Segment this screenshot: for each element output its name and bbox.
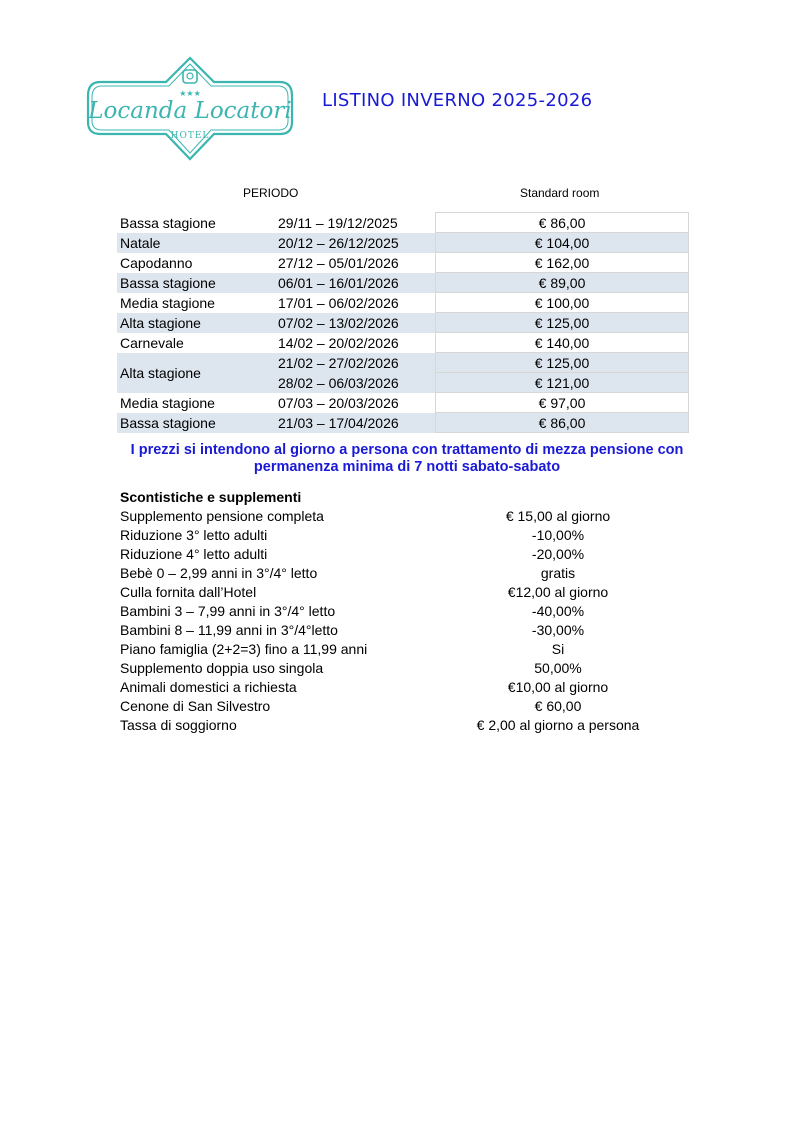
hotel-logo <box>84 56 296 162</box>
dates-cell: 14/02 – 20/02/2026 <box>278 334 399 351</box>
supplements-title: Scontistiche e supplementi <box>120 489 302 505</box>
supplement-value: -30,00% <box>531 622 585 638</box>
supplement-label: Bebè 0 – 2,99 anni in 3°/4° letto <box>120 565 318 581</box>
supplement-value: € 15,00 al giorno <box>505 508 611 524</box>
season-cell: Media stagione <box>120 394 215 411</box>
table-row <box>117 273 689 293</box>
supplement-value: Si <box>551 641 565 657</box>
column-header-period: PERIODO <box>243 186 299 200</box>
price-cell: € 104,00 <box>436 233 689 253</box>
svg-text:HOTEL: HOTEL <box>170 131 210 141</box>
dates-cell: 07/03 – 20/03/2026 <box>278 394 399 411</box>
supplement-label: Bambini 3 – 7,99 anni in 3°/4° letto <box>120 603 336 619</box>
dates-cell: 17/01 – 06/02/2026 <box>278 294 399 311</box>
table-row <box>117 253 689 273</box>
season-cell: Alta stagione <box>117 353 276 393</box>
list-item <box>120 678 690 697</box>
season-cell: Bassa stagione <box>120 214 216 231</box>
supplement-label: Culla fornita dall’Hotel <box>120 584 257 600</box>
dates-cell: 28/02 – 06/03/2026 <box>276 373 436 393</box>
list-item <box>120 697 690 716</box>
supplement-value: gratis <box>540 565 576 581</box>
supplement-label: Bambini 8 – 11,99 anni in 3°/4°letto <box>120 622 338 638</box>
supplement-value: € 60,00 <box>534 698 582 714</box>
logo-emblem-icon <box>84 56 296 162</box>
column-header-room: Standard room <box>520 186 600 200</box>
list-item <box>120 716 690 735</box>
list-item <box>120 583 690 602</box>
table-row <box>117 233 689 253</box>
supplement-label: Supplemento doppia uso singola <box>120 660 324 676</box>
svg-text:Locanda Locatori: Locanda Locatori <box>88 98 292 124</box>
list-item <box>120 564 690 583</box>
supplement-value: 50,00% <box>534 660 582 676</box>
price-cell: € 140,00 <box>436 333 689 353</box>
list-item <box>120 602 690 621</box>
supplement-value: €10,00 al giorno <box>507 679 609 695</box>
season-cell: Capodanno <box>120 254 193 271</box>
table-row <box>117 293 689 313</box>
season-cell: Natale <box>117 233 276 253</box>
dates-cell: 29/11 – 19/12/2025 <box>278 214 398 231</box>
table-row <box>117 393 689 413</box>
supplement-label: Supplemento pensione completa <box>120 508 324 524</box>
price-cell: € 162,00 <box>436 253 689 273</box>
price-cell: € 121,00 <box>436 373 689 393</box>
supplement-value: € 2,00 al giorno a persona <box>476 717 640 733</box>
price-cell: € 125,00 <box>436 313 689 333</box>
pricing-note: I prezzi si intendono al giorno a persona con trattamento di mezza pensione con permanenza minima di 7 notti sabato-sabato <box>130 442 684 475</box>
supplement-label: Tassa di soggiorno <box>120 717 237 733</box>
dates-cell: 27/12 – 05/01/2026 <box>278 254 399 271</box>
dates-cell: 06/01 – 16/01/2026 <box>276 273 436 293</box>
dates-cell: 07/02 – 13/02/2026 <box>276 313 436 333</box>
price-cell: € 89,00 <box>436 273 689 293</box>
page-title: LISTINO INVERNO 2025-2026 <box>322 90 593 111</box>
supplements-list <box>120 507 690 735</box>
supplement-label: Riduzione 3° letto adulti <box>120 527 268 543</box>
list-item <box>120 659 690 678</box>
table-row <box>117 353 689 373</box>
season-cell: Media stagione <box>120 294 215 311</box>
price-cell: € 97,00 <box>436 393 689 413</box>
price-cell: € 86,00 <box>436 413 689 433</box>
dates-cell: 21/03 – 17/04/2026 <box>276 413 436 433</box>
svg-text:★★★: ★★★ <box>179 89 201 98</box>
list-item <box>120 621 690 640</box>
list-item <box>120 640 690 659</box>
supplement-label: Cenone di San Silvestro <box>120 698 271 714</box>
price-cell: € 86,00 <box>436 213 689 233</box>
supplement-label: Piano famiglia (2+2=3) fino a 11,99 anni <box>120 641 368 657</box>
dates-cell: 21/02 – 27/02/2026 <box>276 353 436 373</box>
season-cell: Bassa stagione <box>117 273 276 293</box>
supplement-label: Riduzione 4° letto adulti <box>120 546 268 562</box>
supplement-label: Animali domestici a richiesta <box>120 679 297 695</box>
list-item <box>120 545 690 564</box>
supplement-value: -20,00% <box>531 546 585 562</box>
season-cell: Bassa stagione <box>117 413 276 433</box>
list-item <box>120 507 690 526</box>
table-row <box>117 413 689 433</box>
season-cell: Carnevale <box>120 334 184 351</box>
list-item <box>120 526 690 545</box>
table-row <box>117 213 689 233</box>
price-cell: € 125,00 <box>436 353 689 373</box>
dates-cell: 20/12 – 26/12/2025 <box>276 233 436 253</box>
supplement-value: -40,00% <box>531 603 585 619</box>
supplement-value: €12,00 al giorno <box>507 584 609 600</box>
price-table <box>117 212 689 433</box>
season-cell: Alta stagione <box>117 313 276 333</box>
price-cell: € 100,00 <box>436 293 689 313</box>
table-row <box>117 313 689 333</box>
table-row <box>117 333 689 353</box>
supplement-value: -10,00% <box>531 527 585 543</box>
